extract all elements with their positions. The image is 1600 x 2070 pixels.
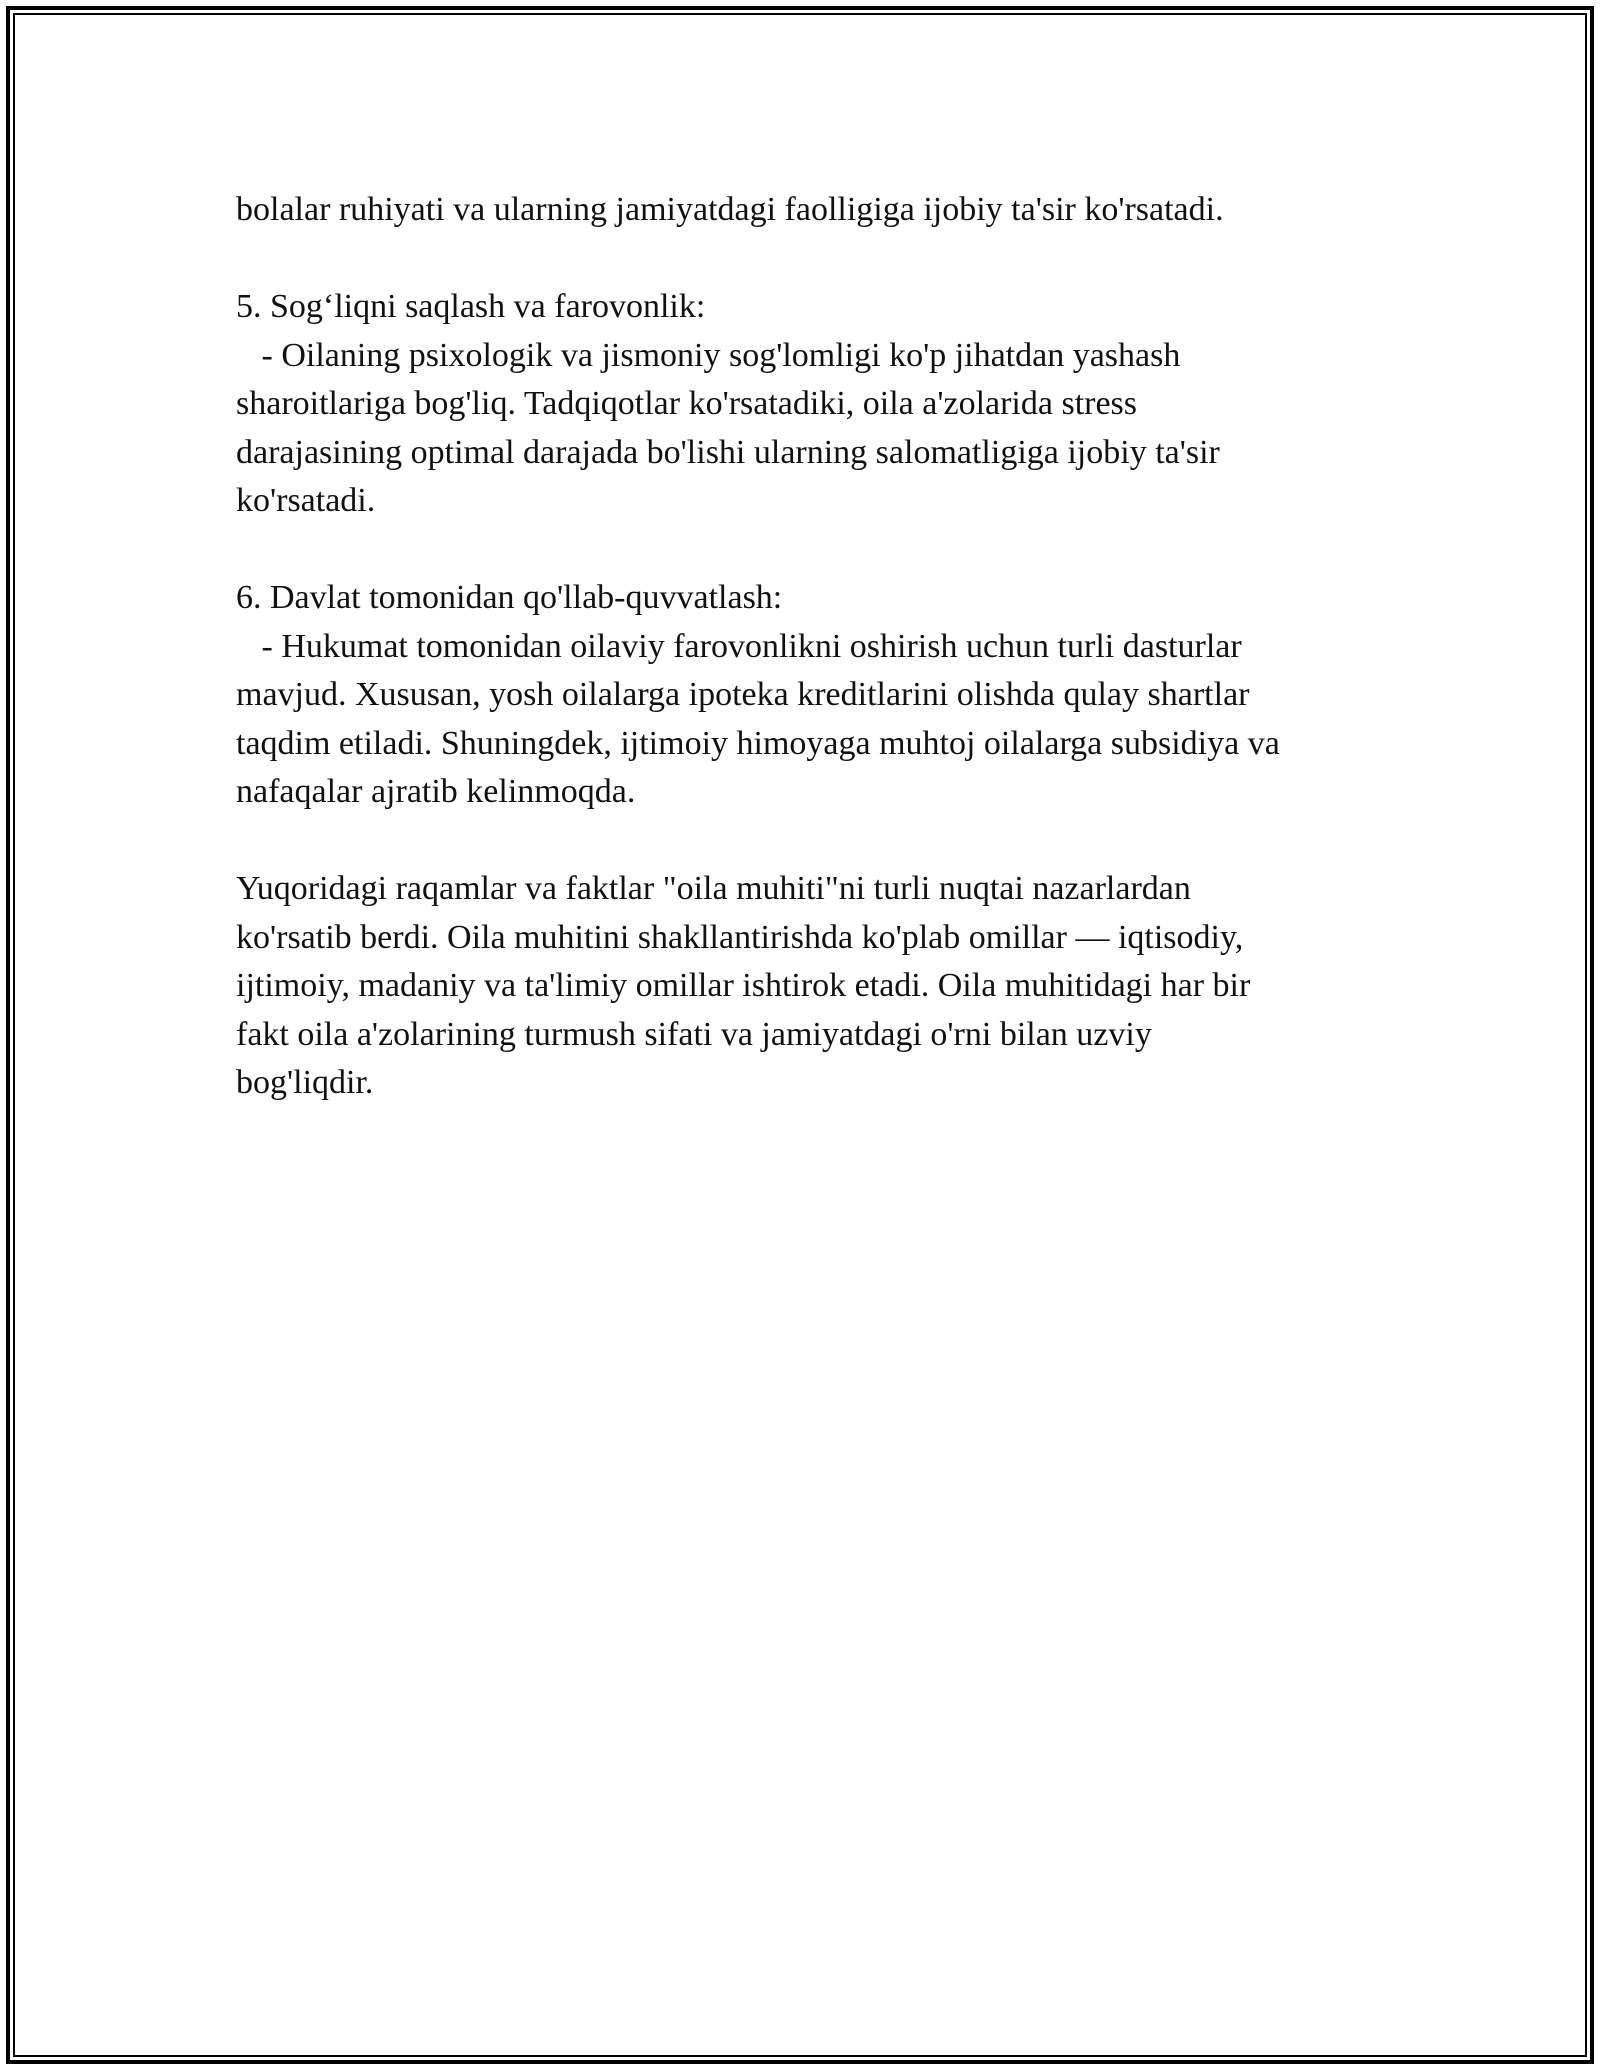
section-5-text-line: ko'rsatadi. bbox=[236, 482, 376, 519]
section-6-text-line: nafaqalar ajratib kelinmoqda. bbox=[236, 773, 636, 810]
conclusion-text-line: bog'liqdir. bbox=[236, 1064, 374, 1101]
section-6-heading: 6. Davlat tomonidan qo'llab-quvvatlash: bbox=[236, 579, 783, 616]
document-body bbox=[236, 186, 1386, 1108]
conclusion-text-line: fakt oila a'zolarining turmush sifati va jamiyatdagi o'rni bilan uzviy bbox=[236, 1015, 1152, 1053]
section-5-text-line: sharoitlariga bog'liq. Tadqiqotlar ko'rsatadiki, oila a'zolarida stress bbox=[236, 385, 1138, 422]
paragraph-spacer bbox=[236, 235, 1386, 284]
section-6-text-line: taqdim etiladi. Shuningdek, ijtimoiy himoyaga muhtoj oilalarga subsidiya va bbox=[236, 724, 1280, 762]
section-6-text-line: mavjud. Xususan, yosh oilalarga ipoteka kreditlarini olishda qulay shartlar bbox=[236, 676, 1250, 713]
section-5-heading: 5. Sog‘liqni saqlash va farovonlik: bbox=[236, 288, 706, 325]
section-6-text-line: - Hukumat tomonidan oilaviy farovonlikni oshirish uchun turli dasturlar bbox=[236, 627, 1242, 665]
section-5-text-line: - Oilaning psixologik va jismoniy sog'lomligi ko'p jihatdan yashash bbox=[236, 336, 1181, 374]
conclusion-text-line: Yuqoridagi raqamlar va faktlar "oila muhiti"ni turli nuqtai nazarlardan bbox=[236, 870, 1191, 907]
paragraph-spacer bbox=[236, 526, 1386, 575]
paragraph-continuation-line: bolalar ruhiyati va ularning jamiyatdagi faolligiga ijobiy ta'sir ko'rsatadi. bbox=[236, 191, 1224, 228]
conclusion-text-line: ijtimoiy, madaniy va ta'limiy omillar ishtirok etadi. Oila muhitidagi har bir bbox=[236, 967, 1251, 1004]
conclusion-text-line: ko'rsatib berdi. Oila muhitini shakllantirishda ko'plab omillar — iqtisodiy, bbox=[236, 918, 1244, 956]
paragraph-spacer bbox=[236, 817, 1386, 866]
section-5-text-line: darajasining optimal darajada bo'lishi ularning salomatligiga ijobiy ta'sir bbox=[236, 433, 1220, 471]
